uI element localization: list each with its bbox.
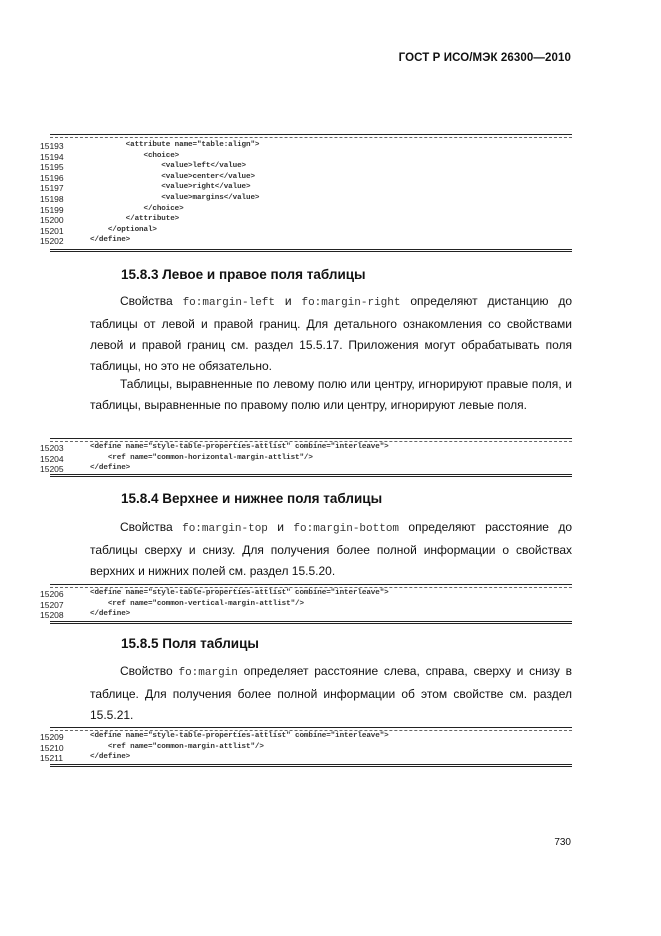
section-heading: 15.8.4 Верхнее и нижнее поля таблицы xyxy=(121,491,383,506)
listing-top-rule xyxy=(50,584,572,585)
line-number: 15194 xyxy=(40,151,64,162)
code-text: </choice> xyxy=(90,204,184,213)
inline-code: fo:margin-right xyxy=(301,297,401,309)
code-text: <ref name="common-margin-attlist"/> xyxy=(90,742,264,751)
code-line xyxy=(40,589,572,600)
line-number: 15207 xyxy=(40,599,64,610)
code-line xyxy=(40,732,572,743)
text-run: Таблицы, выравненные по левому полю или центру, игнорируют правые поля, и таблицы, выравненные по правому полю или центру, игнорируют левые поля. xyxy=(90,377,572,412)
code-line xyxy=(40,236,572,247)
text-run: определяет расстояние слева, справа, сверху и снизу в таблице. Для получения более полной информации об этом свойстве см. раздел 15.5.21. xyxy=(90,664,572,722)
code-line xyxy=(40,162,572,173)
page-number: 730 xyxy=(554,837,571,848)
code-line xyxy=(40,141,572,152)
line-number: 15193 xyxy=(40,141,64,151)
text-run: Свойство xyxy=(120,664,179,678)
code-line xyxy=(40,443,572,454)
inline-code: fo:margin-bottom xyxy=(293,523,400,535)
text-run: и xyxy=(267,520,294,534)
code-line xyxy=(40,600,572,611)
line-number: 15205 xyxy=(40,464,64,475)
code-text: <ref name="common-vertical-margin-attlist"/> xyxy=(90,599,304,608)
code-text: </optional> xyxy=(90,225,157,234)
line-number: 15196 xyxy=(40,172,64,183)
listing-bottom-rule xyxy=(50,764,572,765)
text-run: Свойства xyxy=(120,294,183,308)
code-line xyxy=(40,152,572,163)
code-line xyxy=(40,215,572,226)
code-text: </define> xyxy=(90,236,131,245)
document-header: ГОСТ Р ИСО/МЭК 26300—2010 xyxy=(398,52,571,64)
line-number: 15199 xyxy=(40,204,64,215)
line-number: 15197 xyxy=(40,183,64,194)
code-line xyxy=(40,183,572,194)
code-text: </define> xyxy=(90,610,131,619)
code-line xyxy=(40,205,572,216)
section-heading: 15.8.5 Поля таблицы xyxy=(121,636,259,651)
line-number: 15211 xyxy=(40,753,64,764)
paragraph xyxy=(90,661,572,726)
line-number: 15200 xyxy=(40,215,64,226)
code-text: <value>margins</value> xyxy=(90,193,260,202)
listing-top-rule xyxy=(50,727,572,728)
code-line xyxy=(40,173,572,184)
text-run: Свойства xyxy=(120,520,183,534)
text-run: определяют дистанцию до таблицы от левой и правой границ. Для детального ознакомления со свойствами левой и правой границ см. раздел 15.5.17. Приложения могут обрабатывать поля таблицы, но это не обязательно. xyxy=(90,294,573,373)
code-text: <choice> xyxy=(90,151,180,160)
listing-bottom-rule xyxy=(50,474,572,475)
code-text: <attribute name="table:align"> xyxy=(90,141,260,149)
code-line xyxy=(40,743,572,754)
paragraph xyxy=(90,374,572,416)
code-text: <value>left</value> xyxy=(90,162,246,171)
listing-top-rule xyxy=(50,134,572,135)
paragraph xyxy=(90,517,572,582)
line-number: 15203 xyxy=(40,443,64,453)
code-text: </attribute> xyxy=(90,215,180,224)
code-text: </define> xyxy=(90,753,131,762)
section-heading: 15.8.3 Левое и правое поля таблицы xyxy=(121,267,366,282)
text-run: определяют расстояние до таблицы сверху и снизу. Для получения более полной информации о свойствах верхних и нижних полей см. раздел 15.5.20. xyxy=(90,520,573,578)
line-number: 15202 xyxy=(40,236,64,247)
line-number: 15208 xyxy=(40,610,64,621)
code-text: <value>center</value> xyxy=(90,172,255,181)
line-number: 15209 xyxy=(40,732,64,742)
listing-top-rule xyxy=(50,438,572,439)
line-number: 15204 xyxy=(40,453,64,464)
code-line xyxy=(40,753,572,764)
code-line xyxy=(40,454,572,465)
line-number: 15201 xyxy=(40,225,64,236)
listing-bottom-rule xyxy=(50,621,572,622)
line-number: 15206 xyxy=(40,589,64,599)
inline-code: fo:margin xyxy=(178,667,238,679)
inline-code: fo:margin-left xyxy=(182,297,275,309)
line-number: 15195 xyxy=(40,162,64,173)
line-number: 15210 xyxy=(40,742,64,753)
code-text: <define name="style-table-properties-attlist" combine="interleave"> xyxy=(90,589,389,597)
code-text: <define name="style-table-properties-attlist" combine="interleave"> xyxy=(90,732,389,740)
code-text: <value>right</value> xyxy=(90,183,251,192)
inline-code: fo:margin-top xyxy=(182,523,268,535)
code-line xyxy=(40,610,572,621)
code-line xyxy=(40,194,572,205)
listing-bottom-rule xyxy=(50,249,572,250)
line-number: 15198 xyxy=(40,193,64,204)
code-text: <define name="style-table-properties-attlist" combine="interleave"> xyxy=(90,443,389,451)
code-text: </define> xyxy=(90,464,131,473)
text-run: и xyxy=(275,294,302,308)
paragraph xyxy=(90,291,572,377)
code-text: <ref name="common-horizontal-margin-attlist"/> xyxy=(90,453,313,462)
code-line xyxy=(40,226,572,237)
